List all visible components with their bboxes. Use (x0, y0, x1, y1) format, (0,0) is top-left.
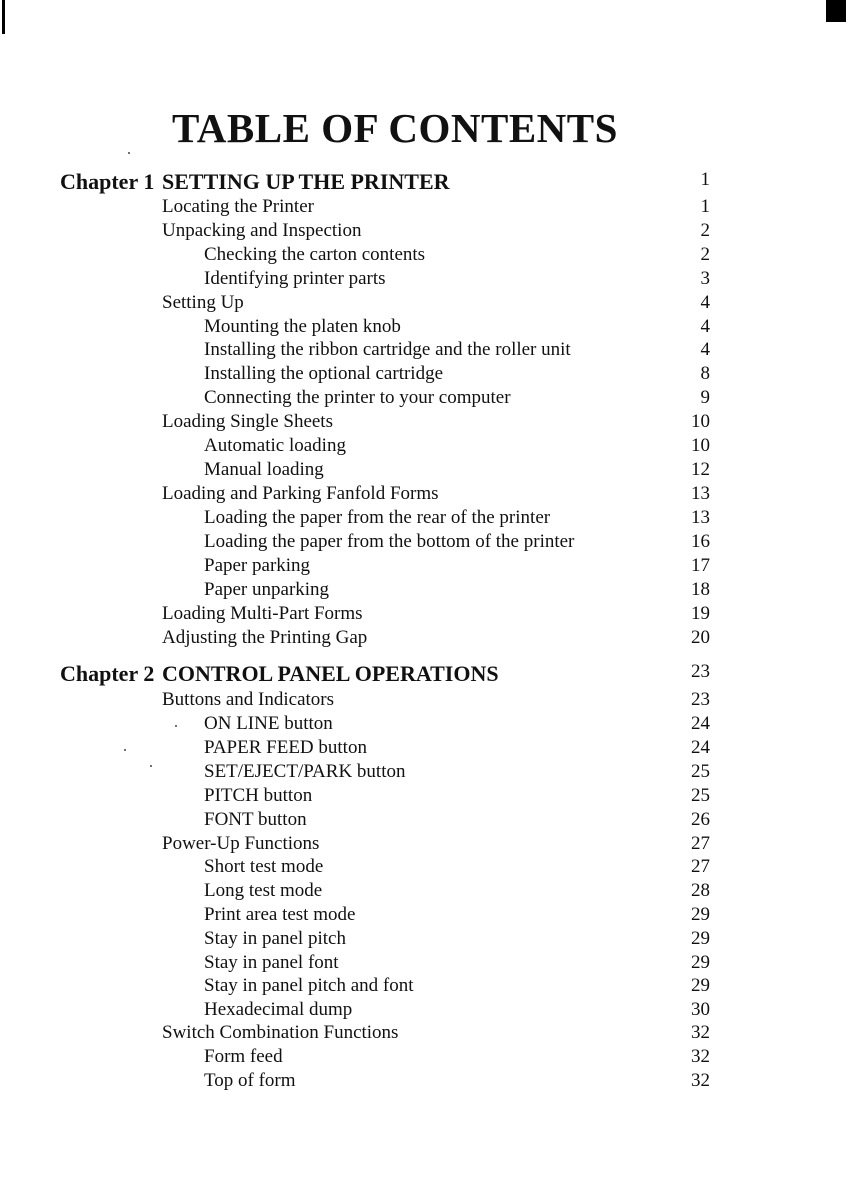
toc-subentry[interactable] (0, 904, 848, 928)
chapter-title: CONTROL PANEL OPERATIONS (162, 661, 499, 686)
toc-entry-label: SET/EJECT/PARK button (204, 761, 406, 782)
toc-subentry[interactable] (0, 507, 848, 531)
toc-subentry[interactable] (0, 952, 848, 976)
toc-entry-label: Stay in panel pitch and font (204, 975, 414, 996)
toc-entry-page: 26 (691, 809, 710, 830)
toc-entry-label: Top of form (204, 1070, 296, 1091)
toc-subentry[interactable] (0, 928, 848, 952)
chapter-title: SETTING UP THE PRINTER (162, 169, 450, 194)
toc-entry-page: 29 (691, 975, 710, 996)
toc-entry-label: Stay in panel pitch (204, 928, 346, 949)
toc-entry[interactable] (0, 627, 848, 651)
toc-entry-page: 8 (700, 363, 710, 384)
toc-entry[interactable] (0, 689, 848, 713)
toc-entry-page: 24 (691, 713, 710, 734)
scan-edge-mark-left (2, 0, 5, 34)
scan-speck (128, 152, 130, 154)
toc-entry-label: Loading the paper from the rear of the printer (204, 507, 551, 528)
toc-entry-page: 24 (691, 737, 710, 758)
toc-entry[interactable] (0, 603, 848, 627)
toc-entry-label: Switch Combination Functions (162, 1022, 399, 1043)
toc-entry-page: 25 (691, 785, 710, 806)
toc-entry-label: Automatic loading (204, 435, 346, 456)
toc-entry-page: 29 (691, 904, 710, 925)
toc-entry-page: 25 (691, 761, 710, 782)
toc-subentry[interactable] (0, 975, 848, 999)
toc-subentry[interactable] (0, 387, 848, 411)
toc-entry-label: Connecting the printer to your computer (204, 387, 511, 408)
toc-entry-label: Loading the paper from the bottom of the printer (204, 531, 575, 552)
toc-entry-page: 20 (691, 627, 710, 648)
toc-subentry[interactable] (0, 713, 848, 737)
toc-entry-page: 4 (700, 316, 710, 337)
toc-subentry[interactable] (0, 531, 848, 555)
toc-subentry[interactable] (0, 316, 848, 340)
toc-entry-page: 32 (691, 1046, 710, 1067)
toc-entry[interactable] (0, 196, 848, 220)
toc-entry-label: Adjusting the Printing Gap (162, 627, 368, 648)
toc-entry[interactable] (0, 483, 848, 507)
toc-entry-page: 23 (691, 689, 710, 710)
toc-entry-page: 10 (691, 411, 710, 432)
chapter-heading[interactable] (0, 169, 848, 193)
chapter-number: Chapter 1 (60, 169, 155, 194)
toc-entry-page: 29 (691, 952, 710, 973)
toc-entry-page: 32 (691, 1070, 710, 1091)
toc-subentry[interactable] (0, 737, 848, 761)
toc-entry-label: Long test mode (204, 880, 323, 901)
toc-entry-page: 9 (700, 387, 710, 408)
toc-entry[interactable] (0, 1022, 848, 1046)
toc-entry-label: PAPER FEED button (204, 737, 367, 758)
toc-entry[interactable] (0, 411, 848, 435)
toc-entry-label: Print area test mode (204, 904, 356, 925)
toc-entry-page: 1 (700, 196, 710, 217)
toc-entry-label: Short test mode (204, 856, 324, 877)
toc-subentry[interactable] (0, 579, 848, 603)
toc-subentry[interactable] (0, 268, 848, 292)
toc-subentry[interactable] (0, 244, 848, 268)
toc-entry-label: Checking the carton contents (204, 244, 426, 265)
toc-subentry[interactable] (0, 1046, 848, 1070)
toc-subentry[interactable] (0, 339, 848, 363)
toc-entry-page: 2 (700, 220, 710, 241)
toc-subentry[interactable] (0, 785, 848, 809)
toc-entry-label: Mounting the platen knob (204, 316, 401, 337)
toc-entry[interactable] (0, 292, 848, 316)
toc-entry-page: 2 (700, 244, 710, 265)
toc-entry-page: 18 (691, 579, 710, 600)
toc-entry-label: Unpacking and Inspection (162, 220, 362, 241)
toc-entry-page: 28 (691, 880, 710, 901)
toc-entry-page: 27 (691, 856, 710, 877)
toc-entry-page: 32 (691, 1022, 710, 1043)
toc-entry-label: Hexadecimal dump (204, 999, 353, 1020)
toc-entry-label: Identifying printer parts (204, 268, 386, 289)
toc-entry-page: 3 (700, 268, 710, 289)
scan-edge-mark-right (826, 0, 846, 22)
toc-entry-page: 4 (700, 292, 710, 313)
toc-entry-page: 30 (691, 999, 710, 1020)
toc-entry-label: Setting Up (162, 292, 244, 313)
toc-entry-label: PITCH button (204, 785, 313, 806)
toc-entry-label: FONT button (204, 809, 307, 830)
toc-entry-page: 17 (691, 555, 710, 576)
toc-subentry[interactable] (0, 999, 848, 1023)
toc-subentry[interactable] (0, 856, 848, 880)
toc-subentry[interactable] (0, 761, 848, 785)
toc-entry-label: Form feed (204, 1046, 283, 1067)
toc-subentry[interactable] (0, 459, 848, 483)
toc-entry-label: Locating the Printer (162, 196, 314, 217)
toc-subentry[interactable] (0, 555, 848, 579)
toc-entry-page: 27 (691, 833, 710, 854)
toc-subentry[interactable] (0, 880, 848, 904)
toc-entry-label: Power-Up Functions (162, 833, 320, 854)
toc-entry-label: Installing the ribbon cartridge and the roller unit (204, 339, 571, 360)
toc-entry-page: 13 (691, 483, 710, 504)
toc-entry-label: Manual loading (204, 459, 324, 480)
chapter-heading[interactable] (0, 661, 848, 685)
toc-entry[interactable] (0, 833, 848, 857)
toc-subentry[interactable] (0, 363, 848, 387)
toc-entry-label: Loading Single Sheets (162, 411, 333, 432)
toc-entry-page: 10 (691, 435, 710, 456)
toc-subentry[interactable] (0, 1070, 848, 1094)
toc-entry-page: 12 (691, 459, 710, 480)
chapter-number: Chapter 2 (60, 661, 155, 686)
toc-entry-page: 16 (691, 531, 710, 552)
page-title: TABLE OF CONTENTS (172, 105, 618, 151)
chapter-page-number: 1 (700, 169, 710, 190)
toc-entry-page: 13 (691, 507, 710, 528)
toc-entry-label: Installing the optional cartridge (204, 363, 444, 384)
toc-entry-page: 29 (691, 928, 710, 949)
toc-subentry[interactable] (0, 809, 848, 833)
toc-subentry[interactable] (0, 435, 848, 459)
toc-entry-label: Paper parking (204, 555, 311, 576)
toc-entry-label: Loading Multi-Part Forms (162, 603, 363, 624)
toc-entry[interactable] (0, 220, 848, 244)
toc-entry-label: Buttons and Indicators (162, 689, 335, 710)
chapter-page-number: 23 (691, 661, 710, 682)
toc-entry-label: Loading and Parking Fanfold Forms (162, 483, 439, 504)
toc-entry-label: Paper unparking (204, 579, 330, 600)
toc-entry-page: 4 (700, 339, 710, 360)
toc-entry-label: Stay in panel font (204, 952, 339, 973)
toc-entry-label: ON LINE button (204, 713, 333, 734)
toc-entry-page: 19 (691, 603, 710, 624)
